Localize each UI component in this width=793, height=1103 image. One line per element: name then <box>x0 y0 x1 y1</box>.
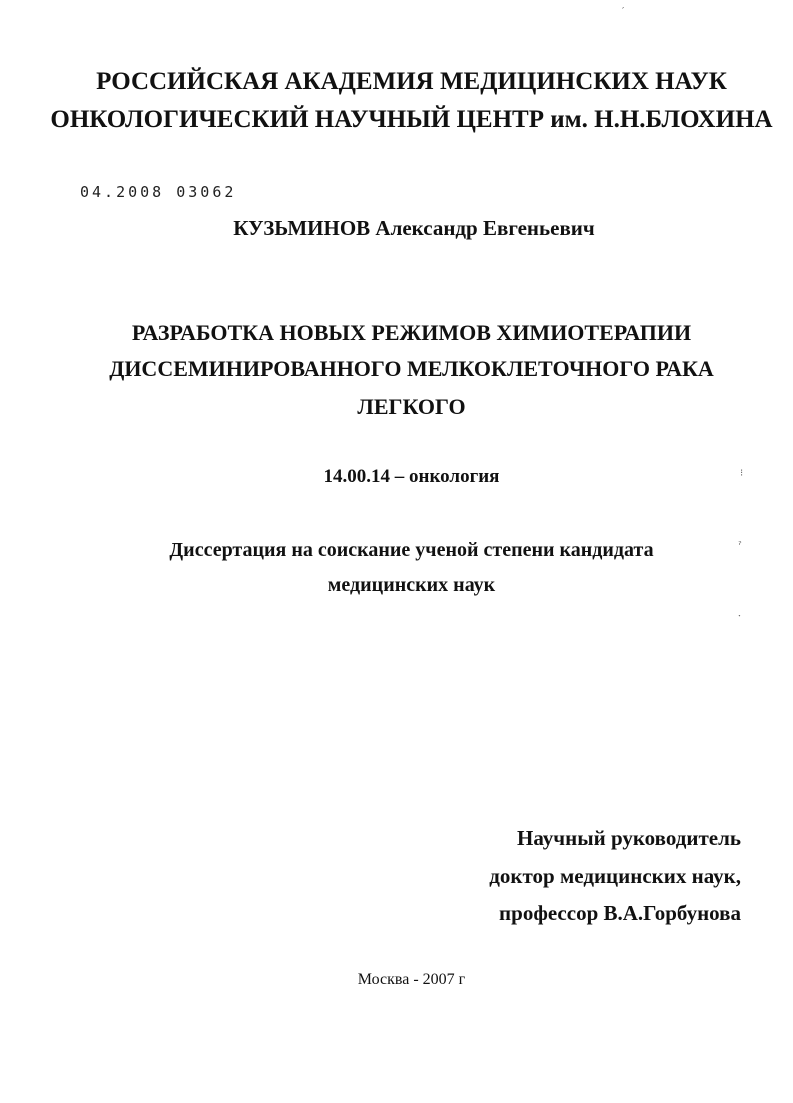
supervisor-name: профессор В.А.Горбунова <box>499 901 741 925</box>
supervisor-label: Научный руководитель <box>517 826 741 850</box>
specialty-code: 14.00.14 – онкология <box>323 466 500 487</box>
scan-speck: ⁝ <box>740 468 744 479</box>
author-name: КУЗЬМИНОВ Александр Евгеньевич <box>233 216 595 240</box>
registration-number: 04.2008 03062 <box>80 183 237 201</box>
degree-line-1: Диссертация на соискание ученой степени кандидата <box>169 539 654 561</box>
center-name: ОНКОЛОГИЧЕСКИЙ НАУЧНЫЙ ЦЕНТР им. Н.Н.БЛОХИНА <box>50 106 773 133</box>
supervisor-degree: доктор медицинских наук, <box>489 864 741 888</box>
title-line-1: РАЗРАБОТКА НОВЫХ РЕЖИМОВ ХИМИОТЕРАПИИ <box>131 320 692 345</box>
scan-speck: ˑ <box>738 612 742 623</box>
degree-line-2: медицинских наук <box>327 574 496 596</box>
place-and-year: Москва - 2007 г <box>357 971 466 988</box>
title-line-3: ЛЕГКОГО <box>357 394 466 419</box>
scan-speck: ′ <box>622 6 625 17</box>
academy-name: РОССИЙСКАЯ АКАДЕМИЯ МЕДИЦИНСКИХ НАУК <box>96 68 727 95</box>
title-line-2: ДИССЕМИНИРОВАННОГО МЕЛКОКЛЕТОЧНОГО РАКА <box>109 356 714 381</box>
scan-speck: ˀ <box>738 540 742 551</box>
